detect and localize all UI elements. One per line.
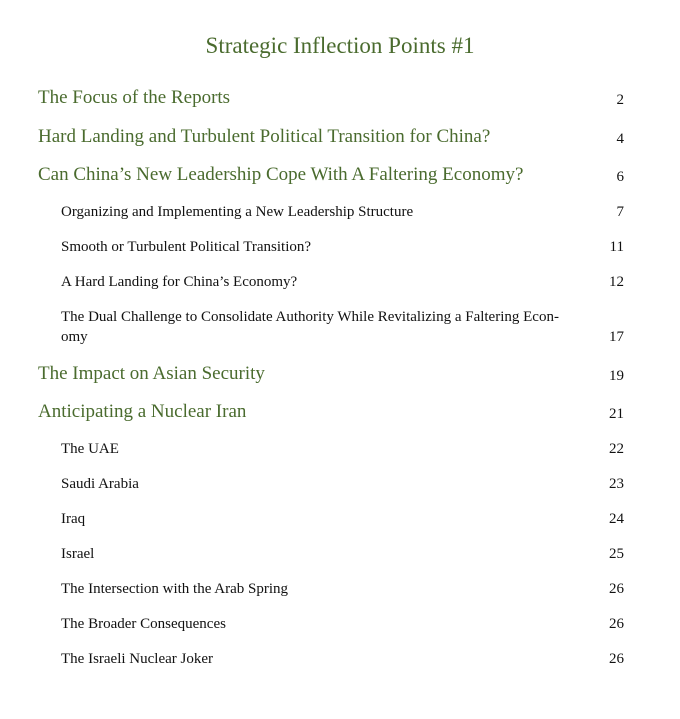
toc-page-number: 26 xyxy=(609,651,624,667)
toc-entry-label: The Intersection with the Arab Spring xyxy=(61,581,289,597)
toc-entry-label-line1: The Dual Challenge to Consolidate Authority While Revitalizing a Faltering Econ- xyxy=(61,309,559,325)
toc-entry-label-line2: omy xyxy=(61,329,88,345)
toc-entry-label: Smooth or Turbulent Political Transition? xyxy=(61,239,312,255)
toc-page-number: 4 xyxy=(616,131,624,147)
toc-page-number: 6 xyxy=(616,169,624,185)
toc-entry-label: Organizing and Implementing a New Leadership Structure xyxy=(61,204,414,220)
toc-page-number: 2 xyxy=(616,92,624,108)
toc-page-number: 12 xyxy=(609,274,624,290)
toc-page-number: 17 xyxy=(609,329,624,345)
toc-entry-label: The Focus of the Reports xyxy=(38,87,231,108)
toc-page-number: 11 xyxy=(609,239,624,255)
toc-entry-label: The Israeli Nuclear Joker xyxy=(61,651,214,667)
toc-entry-label: A Hard Landing for China’s Economy? xyxy=(61,274,298,290)
toc-entry-label: The Broader Consequences xyxy=(61,616,226,632)
toc-page-number: 26 xyxy=(609,616,624,632)
toc-entry-label: Can China’s New Leadership Cope With A Faltering Economy? xyxy=(38,164,524,185)
toc-page-number: 26 xyxy=(609,581,624,597)
toc-entry-label: Hard Landing and Turbulent Political Transition for China? xyxy=(38,126,491,147)
toc-page-number: 22 xyxy=(609,441,624,457)
toc-page-number: 23 xyxy=(609,476,624,492)
toc-page-number: 25 xyxy=(609,546,624,562)
page-title: Strategic Inflection Points #1 xyxy=(205,33,475,58)
toc-entry-label: Iraq xyxy=(61,511,86,527)
toc-entry-label: Saudi Arabia xyxy=(61,476,139,492)
toc-page-number: 7 xyxy=(616,204,624,220)
toc-entry-label: Anticipating a Nuclear Iran xyxy=(38,401,247,422)
toc-entry-label: The Impact on Asian Security xyxy=(38,363,265,384)
toc-entry-label: The UAE xyxy=(61,441,119,457)
toc-page-number: 21 xyxy=(609,406,624,422)
toc-page-number: 24 xyxy=(609,511,624,527)
toc-entry-label: Israel xyxy=(61,546,95,562)
toc-page-number: 19 xyxy=(609,368,624,384)
